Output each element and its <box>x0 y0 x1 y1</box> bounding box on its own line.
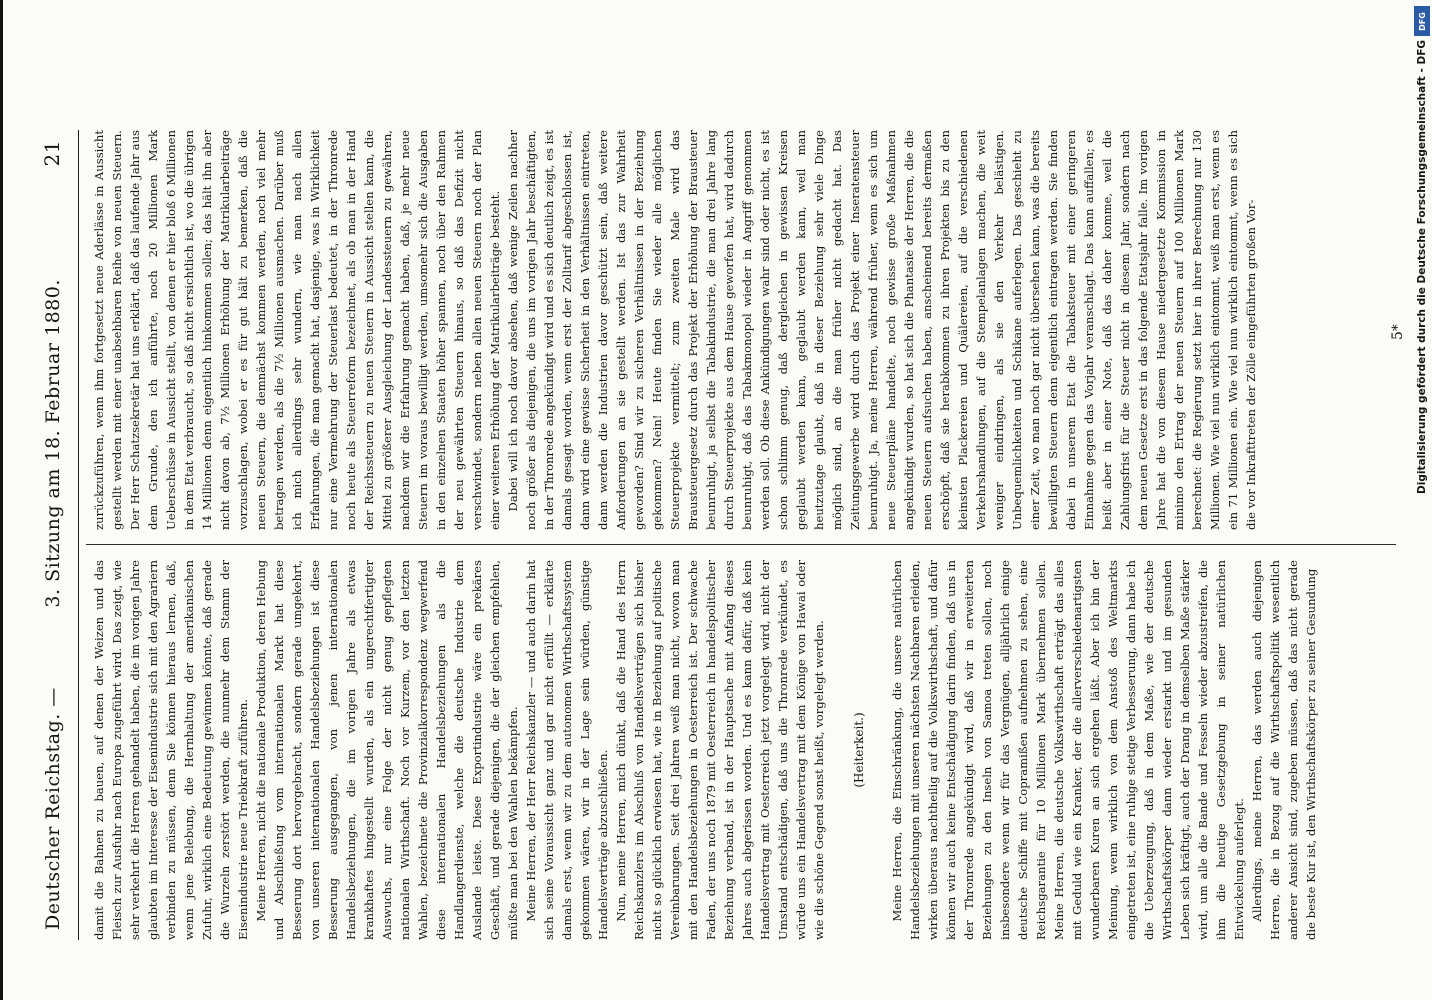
paragraph: Meine Herren, der Herr Reichskanzler — und auch darin hat sich seine Voraussicht ganz und gar nicht erfüllt — erklärte damals erst, wenn wir zu dem autonomen Wirthschaftssystem gekommen wären, wir in der Lage sein würden, günstige Handelsverträge abzuschließen. <box>524 560 610 940</box>
column-divider <box>86 544 1396 545</box>
scan-edge <box>0 0 3 1000</box>
paragraph: Meine Herren, nicht die nationale Produktion, deren Hebung und Abschließung vom internationalen Markt hat diese Besserung dort hervorgebracht, sondern gerade umgekehrt, von unseren internationalen Handelsbeziehungen ist diese Besserung ausgegangen, von jenen internationalen Handelsbeziehungen, die im vorigen Jahre als etwas krankhaftes hingestellt wurden, als ein ungerechtfertigter Auswuchs, nur eine Folge der nicht genug gepflegten nationalen Wirthschaft. Noch vor Kurzem, vor den letzten Wahlen, bezeichnete die Provinzialkorrespondenz wegwerfend diese internationalen Handelsbeziehungen als die Handlangerdienste, welche die deutsche Industrie dem Auslande leiste. Diese Exportindustrie wäre ein prekäres Geschäft, und gerade diejenigen, die der gleichen empfehlen, müßte man bei den Wahlen bekämpfen. <box>254 560 520 940</box>
stage-direction: (Heiterkeit.) <box>852 712 866 788</box>
paragraph: Meine Herren, die Einschränkung, die unsere natürlichen Handelsbeziehungen mit unseren nächsten Nachbaren erleiden, wirken überaus nachtheilig auf die Volkswirthschaft, und dafür können wir auch keine Entschädigung darin finden, daß uns in der Thronrede angekündigt wird, daß wir in erweiterten Beziehungen zu den Inseln von Samoa treten sollen, noch insbesondere wenn wir für das Vergnügen, alljährlich einige deutsche Schiffe mit Copramißen aufnehmen zu sehen, eine Reichsgarantie für 10 Millionen Mark übernehmen sollen. Meine Herren, die deutsche Volkswirthschaft erträgt das alles mit Geduld wie ein Kranker, der die allerverschiedenartigsten wunderbaren Kuren an sich ergehen läßt. Aber ich bin der Meinung, wenn wirklich von dem Anstoß des Weltmarkts eingetreten ist, eine ruhige stetige Verbesserung, dann habe ich die Ueberzeugung, daß in dem Maße, wie der deutsche Wirthschaftskörper dann wieder erstarkt und im gesunden Leben sich kräftigt, auch der Drang in demselben Maße stärker wird, um alle die Bande und Fesseln wieder abzustreifen, die ihm die heutige Gesetzgebung in seiner natürlichen Entwickelung auferlegt. <box>890 560 1246 940</box>
paragraph: damit die Bahnen zu bauen, auf denen der Weizen und das Fleisch zur Ausfuhr nach Europa zugeführt wird. Das zeigt, wie sehr verkehrt die Herren gehandelt haben, die im vorigen Jahre glaubten im Interesse der Eisenindustrie sich mit den Agrariern verbinden zu müssen, denn Sie können hieraus lernen, daß, wenn jene Belebung, die Hernhaltung der amerikanischen Zufuhr, wirklich eine Bedeutung gewinnen könnte, daß gerade die Wurzeln zerstört werden, die nunmehr dem Stamm der Eisenindustrie neue Triebkraft zuführen. <box>92 560 250 940</box>
page-number: 21 <box>40 140 64 167</box>
right-column <box>90 130 1390 530</box>
dfg-logo-text: DFG <box>1417 11 1427 31</box>
header-journal: Deutscher Reichstag. — <box>42 687 64 930</box>
header-rule <box>78 130 79 940</box>
credit-text: Digitalisierung gefördert durch die Deutsche Forschungsgemeinschaft - DFG <box>1416 40 1428 494</box>
header-session: 3. Sitzung am 18. Februar 1880. <box>42 279 64 608</box>
left-column <box>90 560 1390 940</box>
rotated-print-page <box>20 100 1410 1000</box>
running-header <box>40 140 72 930</box>
paragraph: zurückzuführen, wenn ihm fortgesetzt neue Aderlässe in Aussicht gestellt werden mit einer unabsehbaren Reihe von neuen Steuern. Der Herr Schatzsekretär hat uns erklärt, daß das laufende Jahr aus dem Grunde, den ich anführte, noch 20 Millionen Mark Ueberschüsse in Aussicht stellt, von denen er hier bloß 6 Millionen in dem Etat verbraucht, so daß nicht ersichtlich ist, wo die übrigen 14 Millionen denn eigentlich hinkommen sollen; das hält ihn aber nicht davon ab, 7½ Millionen Erhöhung der Matrikularbeiträge vorzuschlagen, wobei er es für gut hält zu bemerken, daß die neuen Steuern, die demnächst kommen werden, noch viel mehr betragen werden, als die 7½ Millionen ausmachen. Darüber muß ich mich allerdings sehr wundern, wie man nach allen Erfahrungen, die man gemacht hat, dasjenige, was in Wirklichkeit nur eine Vermehrung der Steuerlast bedeutet, in der Thronrede noch heute als Steuerreform bezeichnet, als ob man in der Hand der Reichssteuern zu neuen Steuern in Aussicht stellen kann, die Mittel zu größerer Ausgleichung der Landessteuern zu gewähren, nachdem wir die Erfahrung gemacht haben, daß, je mehr neue Steuern im voraus bewilligt werden, umsomehr sich die Ausgaben in den einzelnen Staaten höher spannen, noch über den Rahmen der neu gewährten Steuern hinaus, so daß das Defizit nicht verschwindet, sondern neben allen neuen Steuern noch der Plan einer weiteren Erhöhung der Matrikularbeiträge besteht. <box>92 130 502 530</box>
signature-mark: 5* <box>1390 324 1406 340</box>
paragraph: Dabei will ich noch davor absehen, daß wenige Zeilen nachher noch größer als diejenigen, die uns im vorigen Jahr beschäftigten, in der Thronrede angekündigt wird und es sich deutlich zeigt, es ist damals gesagt worden, wenn erst der Zolltarif abgeschlossen ist, dann wird eine gewisse Sicherheit in den Verhältnissen eintreten, dann werden die Industrien davor geschützt sein, daß weitere Anforderungen an sie gestellt werden. Ist das zur Wahrheit geworden? Sind wir zu sicheren Verhältnissen in der Beziehung gekommen? Nein! Heute finden Sie wieder alle möglichen Steuerprojekte vermittelt; zum zweiten Male wird das Brausteuergesetz durch das Projekt der Erhöhung der Brausteuer beunruhigt, ja selbst die Tabakindustrie, die man drei Jahre lang durch Steuerprojekte aus dem Hause geworfen hat, wird dadurch beunruhigt, daß das Tabakmonopol wieder in Angriff genommen werden soll. Ob diese Ankündigungen wahr sind oder nicht, es ist schon schlimm genug, daß dergleichen in gewissen Kreisen geglaubt werden kann, geglaubt werden kann, weil man heutzutage glaubt, daß in dieser Beziehung sehr viele Dinge möglich sind, an die man früher nicht gedacht hat. Das Zeitungsgewerbe wird durch das Projekt einer Inseratensteuer beunruhigt. Ja, meine Herren, während früher, wenn es sich um neue Steuerpläne handelte, noch gewisse große Maßnahmen angekündigt wurden, so hat sich die Phantasie der Herren, die die neuen Steuern aufsuchen haben, anscheinend bereits dermaßen erschöpft, daß sie herabkommen zu ihren Projekten bis zu den kleinsten Plackereien und Quälereien, auf die verschiedenen Verkehrshandlungen, auf die Stempelanlagen machen, die weit weniger eindringen, als sie den Verkehr belästigen. Unbequemlichkeiten und Schikane auferlegen. Das geschieht zu einer Zeit, wo man noch gar nicht übersehen kann, was die bereits bewilligten Steuern denn eigentlich eintragen werden. Sie finden dabei in unserem Etat die Tabaksteuer mit einer geringeren Einnahme gegen das Vorjahr veranschlagt. Das kann auffallen; es heißt aber in einer Note, daß das daher komme, weil die Zahlungsfrist für die Steuer nicht in diesem Jahr, sondern nach dem neuen Gesetze erst in das folgende Etatsjahr falle. Im vorigen Jahre hat die von diesem Hause niedergesetzte Kommission in minimo den Ertrag der neuen Steuern auf 100 Millionen Mark berechnet: die Regierung setzt hier in ihrer Berechnung nur 130 Millionen. Wie viel nun wirklich eintommt, weiß man erst, wenn es ein 71 Millionen ein. Wie viel nun wirklich eintommt, wenn es sich die vor Inkrafttreten der Zölle eingeführten großen Vor- <box>506 130 1258 530</box>
paragraph: Allerdings, meine Herren, das werden auch diejenigen Herren, die in Bezug auf die Wirthschaftspolitik wesentlich anderer Ansicht sind, zugeben müssen, daß das nicht gerade die beste Kur ist, den Wirthschaftskörper zu seiner Gesundung <box>1250 560 1318 940</box>
dfg-logo <box>1414 6 1430 36</box>
digitization-credit <box>1412 0 1432 1000</box>
paragraph: Nun, meine Herren, mich dünkt, daß die Hand des Herrn Reichskanzlers im Abschluß von Handelsverträgen sich bisher nicht so glücklich erwiesen hat, wie in Beziehung auf politische Vereinbarungen. Seit drei Jahren weiß man nicht, wovon man mit den Handelsbeziehungen in Oesterreich ist. Der schwache Faden, der uns noch 1879 mit Oesterreich in handelspolitischer Beziehung verband, ist in der Hauptsache mit Anfang dieses Jahres auch abgerissen worden. Und es kann dafür, daß kein Handelsvertrag mit Oesterreich jetzt vorgelegt wird, nicht der Umstand entschädigen, daß uns die Thronrede verkündet, es würde uns ein Handelsvertrag mit dem Könige von Hawai oder wie die schöne Gegend sonst heißt, vorgelegt werden. <box>614 560 826 940</box>
